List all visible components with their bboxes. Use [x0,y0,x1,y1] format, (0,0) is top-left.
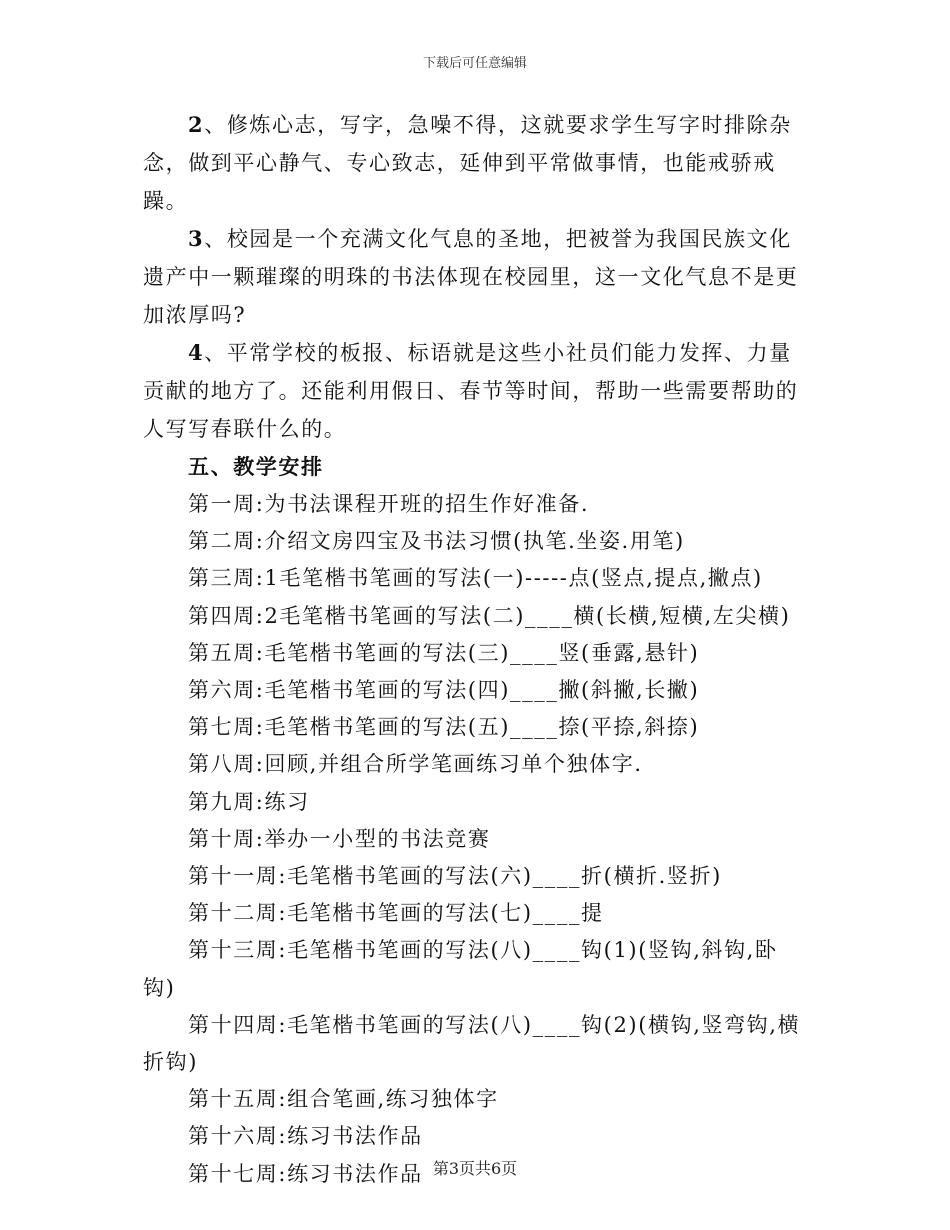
paragraph-text: 、校园是一个充满文化气息的圣地，把被誉为我国民族文化遗产中一颗璀璨的明珠的书法体现在校园里，这一文化气息不是更加浓厚吗? [143,227,799,327]
page-footer: 第3页共6页 [432,1159,518,1178]
week-item: 第三周:1毛笔楷书笔画的写法(一)-----点(竖点,提点,撇点) [188,566,763,591]
week-item: 第十三周:毛笔楷书笔画的写法(八)____钩(1)(竖钩,斜钩,卧钩) [143,938,778,1000]
week-item: 第十四周:毛笔楷书笔画的写法(八)____钩(2)(横钩,竖弯钩,横折钩) [143,1012,801,1075]
week-item: 第九周:练习 [188,789,310,814]
page-header: 下载后可任意编辑 [422,56,527,71]
document-body [143,106,809,1193]
week-item: 第六周:毛笔楷书笔画的写法(四)____撇(斜撇,长撇) [188,678,700,703]
week-item: 第十周:举办一小型的书法竞赛 [188,826,491,851]
paragraph-3 [143,220,809,334]
week-item: 第十一周:毛笔楷书笔画的写法(六)____折(横折.竖折) [188,864,722,889]
week-item: 第十五周:组合笔画,练习独体字 [188,1087,499,1112]
week-item: 第十六周:练习书法作品 [188,1124,423,1149]
paragraph-text: 、平常学校的板报、标语就是这些小社员们能力发挥、力量贡献的地方了。还能利用假日、春节等时间，帮助一些需要帮助的人写写春联什么的。 [143,341,799,441]
week-item: 第十二周:毛笔楷书笔画的写法(七)____提 [188,901,604,926]
week-item: 第八周:回顾,并组合所学笔画练习单个独体字. [188,752,643,777]
section-heading: 五、教学安排 [188,454,324,479]
paragraph-number: 3 [188,226,205,251]
week-item: 第四周:2毛笔楷书笔画的写法(二)____横(长横,短横,左尖横) [188,603,791,628]
paragraph-text: 、修炼心志，写字，急噪不得，这就要求学生写字时排除杂念，做到平心静气、专心致志，延伸到平常做事情，也能戒骄戒躁。 [143,113,792,213]
week-item: 第五周:毛笔楷书笔画的写法(三)____竖(垂露,悬针) [188,640,700,665]
week-item: 第一周:为书法课程开班的招生作好准备. [188,492,590,516]
week-item: 第二周:介绍文房四宝及书法习惯(执笔.坐姿.用笔) [188,529,685,554]
week-item: 第十七周:练习书法作品 [188,1161,423,1186]
week-item: 第七周:毛笔楷书笔画的写法(五)____捺(平捺,斜捺) [188,715,700,740]
paragraph-4 [143,334,809,448]
paragraph-number: 2 [188,112,205,137]
paragraph-number: 4 [188,340,205,365]
paragraph-2 [143,106,809,220]
